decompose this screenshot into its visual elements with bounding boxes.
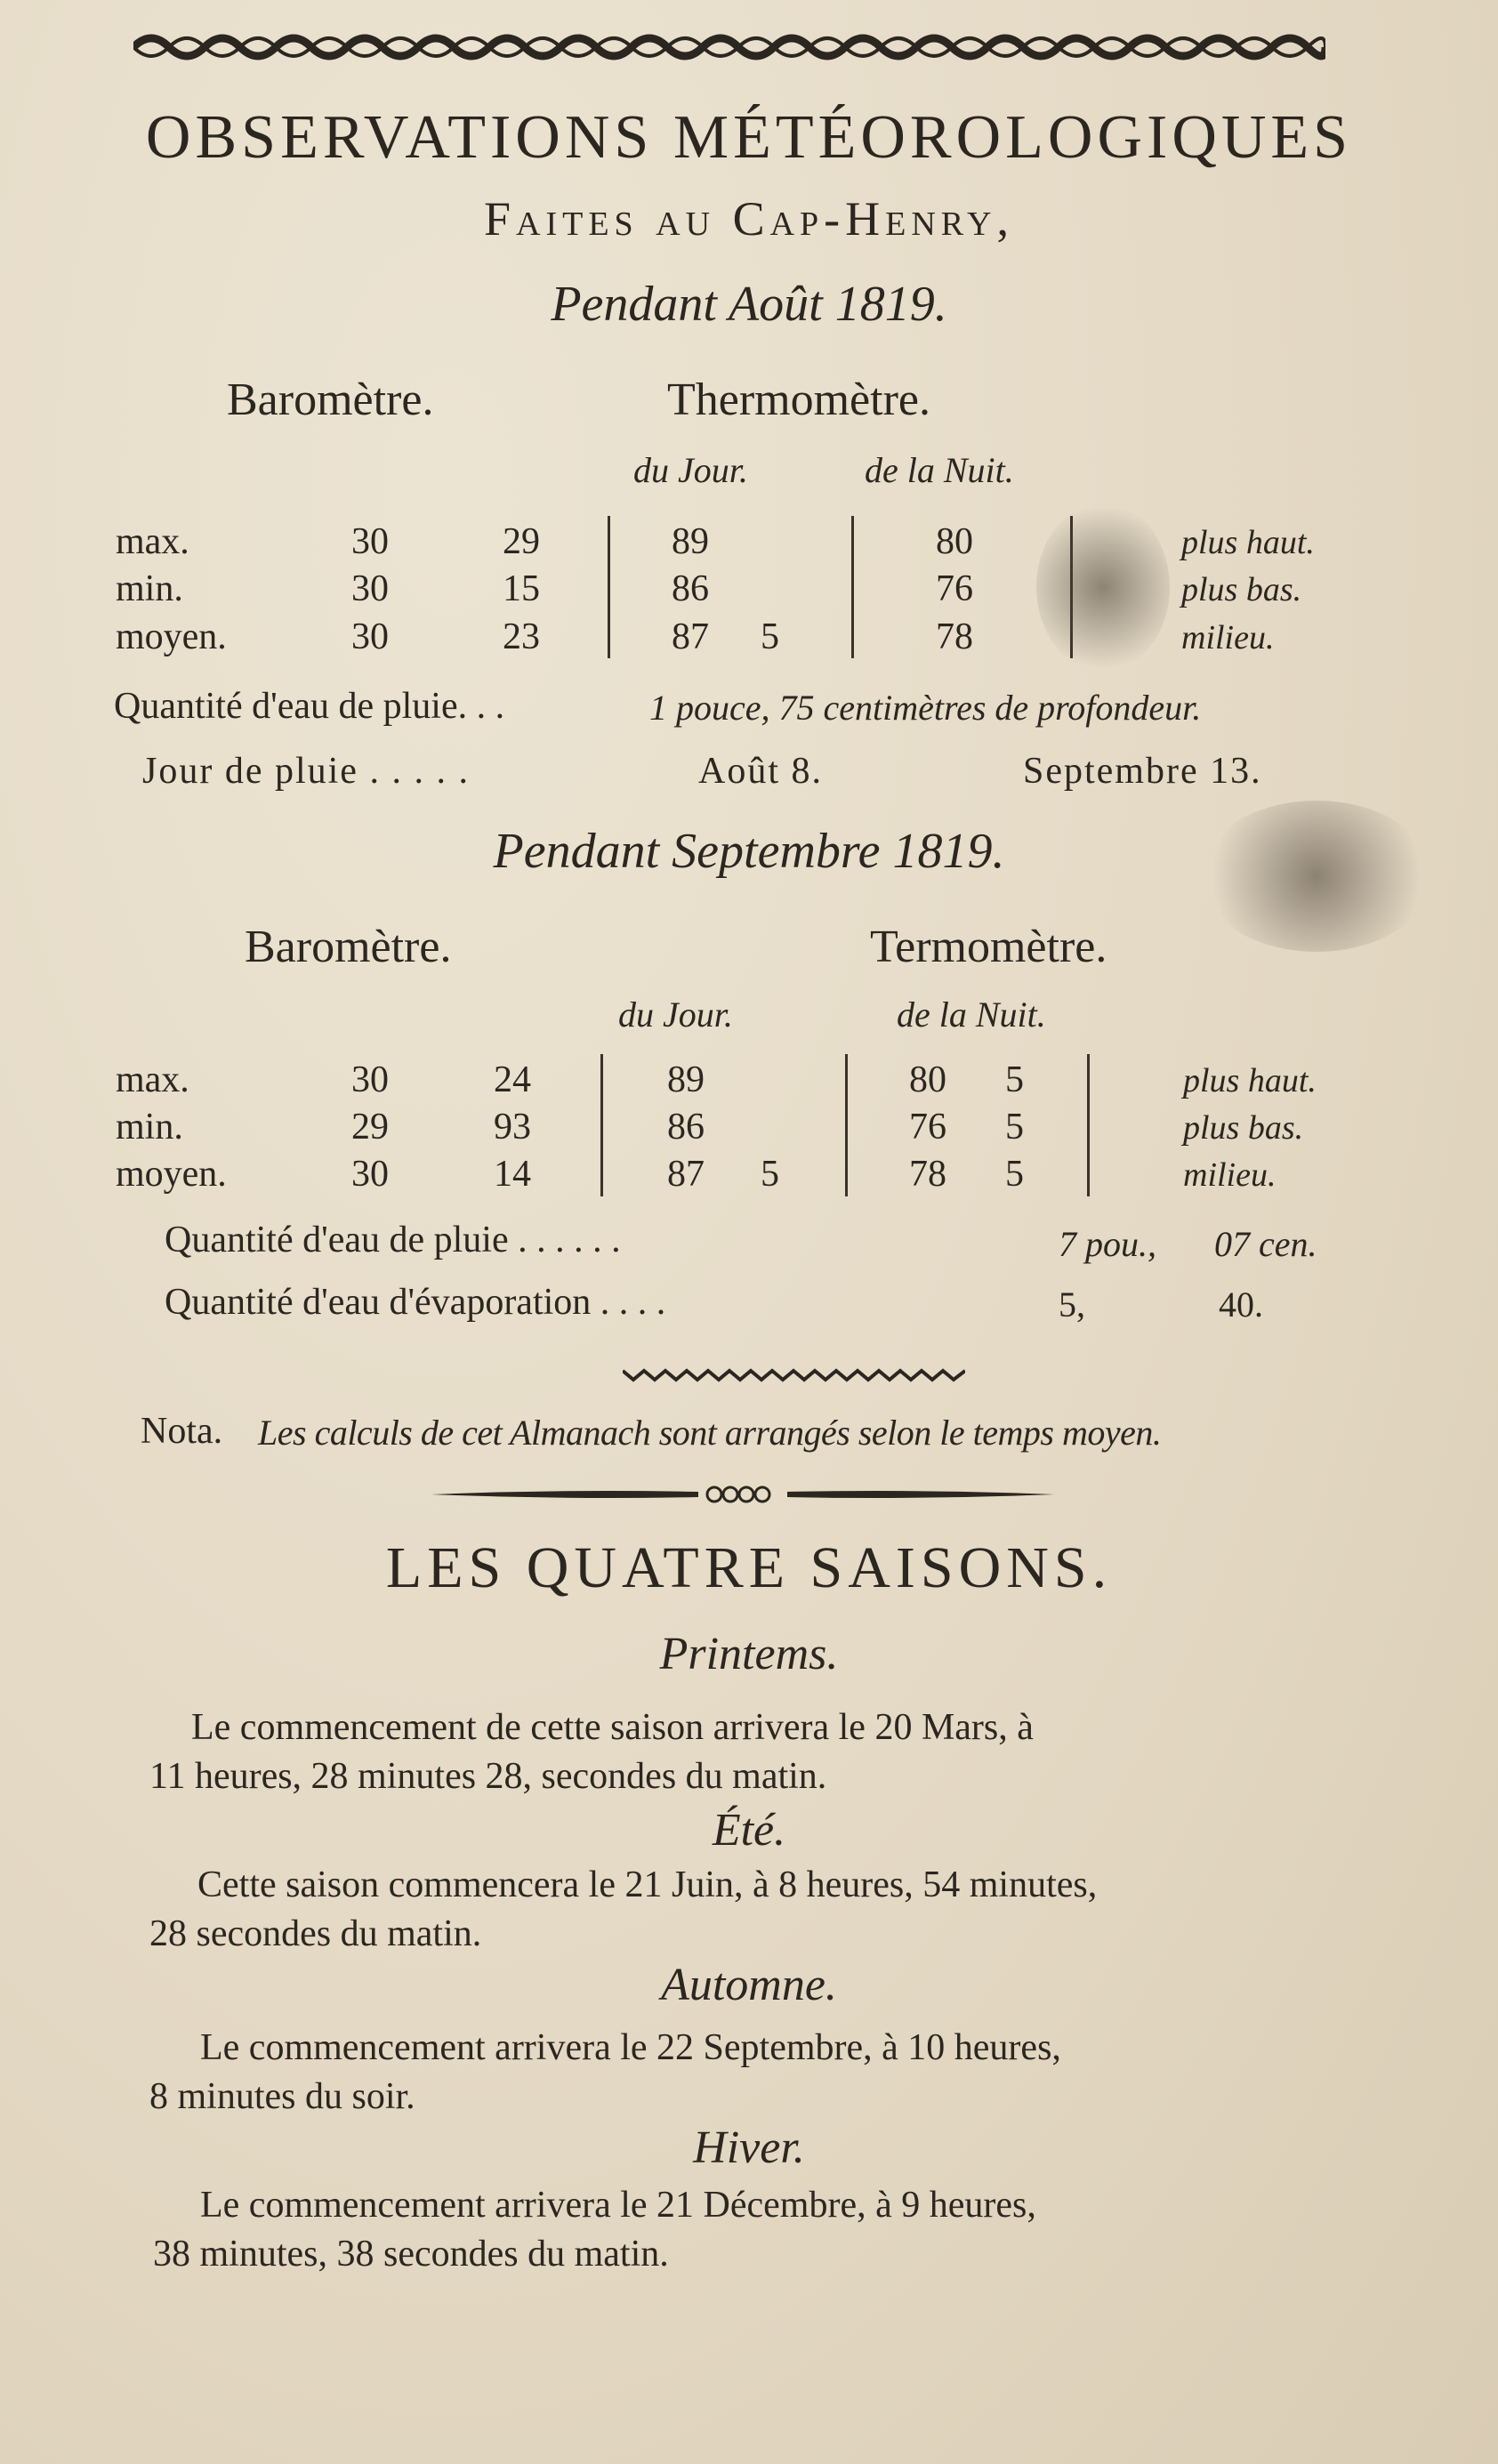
row-note: plus bas. bbox=[1183, 1109, 1304, 1147]
august-de-la-nuit-label: de la Nuit. bbox=[865, 450, 1014, 490]
august-thermometre-label: Thermomètre. bbox=[667, 374, 930, 425]
baro-lines: 29 bbox=[503, 521, 540, 562]
top-ornament-border bbox=[133, 25, 1325, 69]
september-divider-3 bbox=[1087, 1054, 1090, 1196]
nuit-fraction: 5 bbox=[1005, 1154, 1024, 1195]
august-rain-day-2: Septembre 13. bbox=[1023, 751, 1262, 792]
season-line-1: Le commencement arrivera le 21 Décembre, à 9 heures, bbox=[200, 2185, 1036, 2226]
row-label: min. bbox=[116, 568, 183, 609]
september-divider-2 bbox=[845, 1054, 848, 1196]
september-du-jour-label: du Jour. bbox=[618, 994, 733, 1035]
nuit-degrees: 80 bbox=[936, 521, 973, 562]
nuit-fraction: 5 bbox=[1005, 1107, 1024, 1147]
jour-degrees: 86 bbox=[667, 1107, 705, 1147]
september-evap-value-inches: 5, bbox=[1059, 1284, 1085, 1325]
august-divider-1 bbox=[608, 516, 610, 658]
jour-degrees: 87 bbox=[672, 616, 709, 657]
september-barometre-label: Baromètre. bbox=[245, 922, 452, 972]
september-rain-value-cm: 07 cen. bbox=[1214, 1224, 1317, 1264]
season-name: Automne. bbox=[661, 1960, 837, 2010]
season-line-1: Le commencement de cette saison arrivera le 20 Mars, à bbox=[191, 1707, 1034, 1748]
paper-stain bbox=[1036, 503, 1170, 672]
august-rain-day-label: Jour de pluie . . . . . bbox=[142, 751, 470, 792]
season-name: Printems. bbox=[659, 1629, 839, 1679]
row-note: milieu. bbox=[1181, 619, 1275, 656]
jour-fraction: 5 bbox=[761, 1154, 779, 1195]
row-label: min. bbox=[116, 1107, 183, 1147]
baro-lines: 15 bbox=[503, 568, 540, 609]
august-rain-day-1: Août 8. bbox=[698, 751, 823, 792]
nuit-degrees: 78 bbox=[909, 1154, 946, 1195]
august-barometre-label: Baromètre. bbox=[227, 374, 434, 425]
nuit-degrees: 78 bbox=[936, 616, 973, 657]
baro-inches: 30 bbox=[351, 616, 389, 657]
nuit-degrees: 76 bbox=[936, 568, 973, 609]
page-subtitle: Faites au Cap-Henry, bbox=[484, 192, 1014, 246]
baro-lines: 93 bbox=[494, 1107, 531, 1147]
row-note: milieu. bbox=[1183, 1156, 1277, 1194]
season-name: Hiver. bbox=[693, 2122, 805, 2173]
row-label: max. bbox=[116, 1059, 189, 1100]
nota-label: Nota. bbox=[141, 1411, 223, 1452]
row-label: max. bbox=[116, 521, 189, 562]
august-rain-label: Quantité d'eau de pluie. . . bbox=[114, 686, 505, 727]
row-label: moyen. bbox=[116, 616, 227, 657]
baro-inches: 30 bbox=[351, 568, 389, 609]
september-thermometre-label: Termomètre. bbox=[870, 922, 1107, 972]
jour-degrees: 87 bbox=[667, 1154, 705, 1195]
september-de-la-nuit-label: de la Nuit. bbox=[897, 994, 1046, 1035]
september-rain-value-inches: 7 pou., bbox=[1059, 1224, 1156, 1264]
season-line-2: 11 heures, 28 minutes 28, secondes du matin. bbox=[149, 1756, 827, 1797]
row-note: plus bas. bbox=[1181, 571, 1302, 608]
row-note: plus haut. bbox=[1181, 524, 1315, 561]
season-line-2: 38 minutes, 38 secondes du matin. bbox=[153, 2234, 669, 2275]
row-label: moyen. bbox=[116, 1154, 227, 1195]
nota-text: Les calculs de cet Almanach sont arrangés selon le temps moyen. bbox=[258, 1413, 1162, 1453]
page-title: OBSERVATIONS MÉTÉOROLOGIQUES bbox=[145, 103, 1353, 172]
jour-degrees: 89 bbox=[672, 521, 709, 562]
september-evap-value-cm: 40. bbox=[1219, 1284, 1263, 1325]
baro-inches: 29 bbox=[351, 1107, 389, 1147]
nuit-degrees: 80 bbox=[909, 1059, 946, 1100]
baro-inches: 30 bbox=[351, 1154, 389, 1195]
baro-inches: 30 bbox=[351, 1059, 389, 1100]
august-du-jour-label: du Jour. bbox=[633, 450, 748, 490]
jour-fraction: 5 bbox=[761, 616, 779, 657]
september-divider-1 bbox=[600, 1054, 603, 1196]
jour-degrees: 86 bbox=[672, 568, 709, 609]
ornament-rule bbox=[431, 1481, 1054, 1508]
nuit-degrees: 76 bbox=[909, 1107, 946, 1147]
baro-lines: 23 bbox=[503, 616, 540, 657]
season-name: Été. bbox=[712, 1805, 786, 1856]
jour-degrees: 89 bbox=[667, 1059, 705, 1100]
september-evap-label: Quantité d'eau d'évaporation . . . . bbox=[165, 1282, 666, 1323]
seasons-title: LES QUATRE SAISONS. bbox=[385, 1535, 1113, 1600]
row-note: plus haut. bbox=[1183, 1062, 1317, 1099]
baro-lines: 24 bbox=[494, 1059, 531, 1100]
september-rain-label: Quantité d'eau de pluie . . . . . . bbox=[165, 1220, 621, 1260]
september-period: Pendant Septembre 1819. bbox=[493, 824, 1005, 879]
season-line-2: 28 secondes du matin. bbox=[149, 1913, 482, 1954]
season-line-1: Cette saison commencera le 21 Juin, à 8 heures, 54 minutes, bbox=[197, 1864, 1098, 1905]
august-period: Pendant Août 1819. bbox=[551, 277, 947, 332]
season-line-1: Le commencement arrivera le 22 Septembre, à 10 heures, bbox=[200, 2027, 1061, 2068]
zigzag-divider bbox=[623, 1365, 965, 1383]
august-rain-value: 1 pouce, 75 centimètres de profondeur. bbox=[649, 688, 1202, 728]
baro-inches: 30 bbox=[351, 521, 389, 562]
baro-lines: 14 bbox=[494, 1154, 531, 1195]
august-divider-2 bbox=[851, 516, 854, 658]
nuit-fraction: 5 bbox=[1005, 1059, 1024, 1100]
season-line-2: 8 minutes du soir. bbox=[149, 2076, 415, 2117]
